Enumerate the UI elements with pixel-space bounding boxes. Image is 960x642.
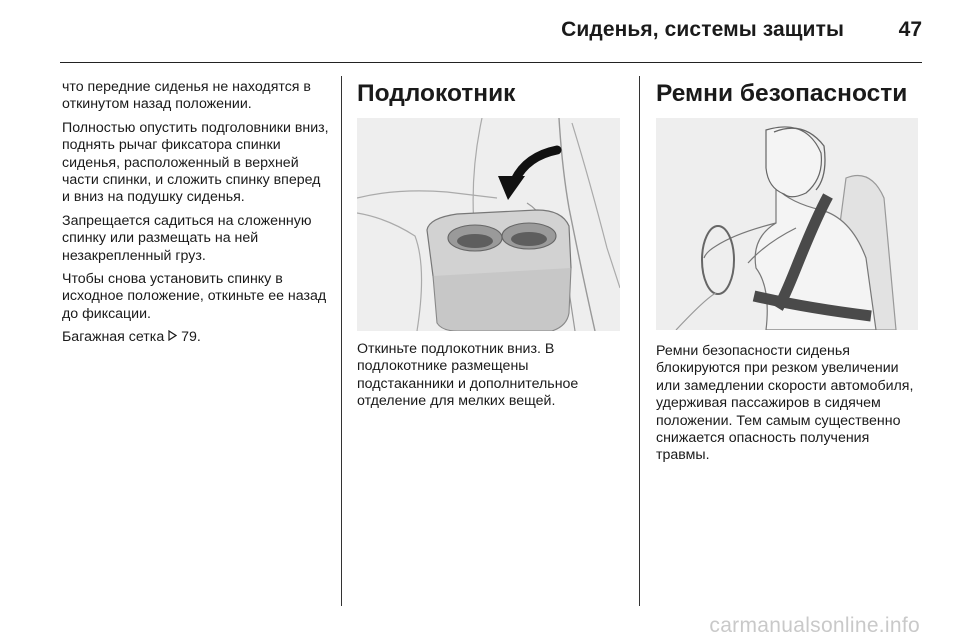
page-header (60, 0, 922, 63)
cross-reference[interactable] (62, 329, 330, 346)
column-3 (656, 79, 924, 471)
column-2 (357, 79, 625, 417)
page-number: 47 (898, 18, 922, 41)
armrest-illustration (357, 118, 620, 331)
paragraph: Полностью опустить подголовники вниз, поднять рычаг фиксатора спинки сиденья, расположенный в верхней части спинки, и сложить спинку вперед и вниз на подушку сиденья. (62, 119, 329, 206)
watermark: carmanualsonline.info (709, 614, 920, 637)
paragraph: Запрещается садиться на сложенную спинку или размещать на ней незакрепленный груз. (62, 212, 312, 264)
section-title-armrest: Подлокотник (357, 80, 516, 107)
seat-belts-caption: Ремни безопасности сиденья блокируются при резком увеличении или замедлении скорости автомобиля, удерживая пассажиров в сидячем положении. Тем самым существенно снижается опасность получения травмы. (656, 343, 914, 464)
column-1 (62, 79, 330, 353)
column-divider (639, 76, 640, 606)
paragraph: что передние сиденья не находятся в откинутом назад положении. (62, 79, 311, 113)
arrow-ref-icon (168, 329, 177, 346)
paragraph: Чтобы снова установить спинку в исходное положение, откиньте ее назад до фиксации. (62, 271, 327, 322)
header-title: Сиденья, системы защиты (561, 18, 844, 41)
section-title-seat-belts: Ремни безопасности (656, 80, 908, 107)
cross-reference-page: 79. (181, 329, 201, 346)
armrest-caption: Откиньте подлокотник вниз. В подлокотнике размещены подстаканники и дополнительное отделение для мелких вещей. (357, 341, 579, 410)
cross-reference-text: Багажная сетка (62, 329, 165, 346)
seat-belt-illustration (656, 118, 918, 330)
column-divider (341, 76, 342, 606)
